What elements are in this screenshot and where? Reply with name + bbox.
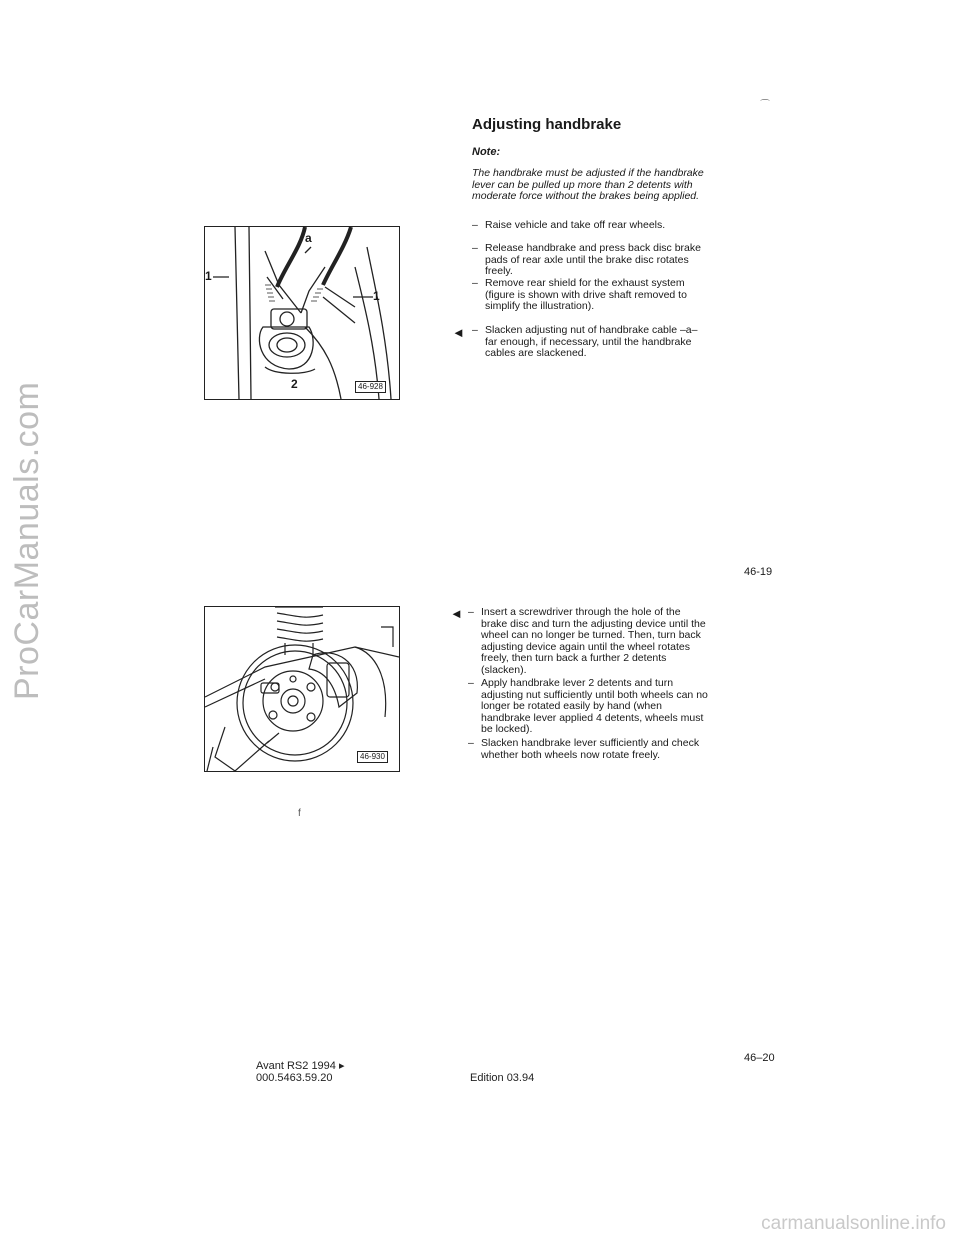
handbrake-cable-illustration <box>205 227 399 399</box>
step-text: Raise vehicle and take off rear wheels. <box>485 219 666 231</box>
page-title: Adjusting handbrake <box>472 116 622 133</box>
side-watermark: ProCarManuals.com <box>8 381 46 700</box>
figure-number-label: 46-930 <box>357 751 388 763</box>
step-release-handbrake <box>472 243 712 278</box>
page-number-upper: 46-19 <box>744 566 773 578</box>
callout-a: a <box>305 231 312 245</box>
bottom-watermark: carmanualsonline.info <box>761 1213 946 1234</box>
callout-1-left: 1 <box>205 269 212 283</box>
step-remove-shield <box>472 278 712 313</box>
page-number-lower: 46–20 <box>744 1052 775 1064</box>
stray-mark: f <box>298 808 301 819</box>
bullet-dash: – <box>468 606 474 618</box>
arrow-pointer-icon: ◄ <box>450 606 463 621</box>
bullet-dash: – <box>472 242 478 254</box>
footer-code: 000.5463.59.20 <box>256 1072 333 1084</box>
step-text: Slacken adjusting nut of handbrake cable –a– far enough, if necessary, until the handbrake cables are slackened. <box>485 324 698 359</box>
footer-model: Avant RS2 1994 ▸ <box>256 1060 345 1072</box>
bullet-dash: – <box>472 219 478 231</box>
step-text: Insert a screwdriver through the hole of the brake disc and turn the adjusting device until the wheel can no longer be turned. Then, turn back adjusting device again until the wheel rotates freely, then turn back a further 2 detents (slacken). <box>481 606 706 676</box>
bullet-dash: – <box>472 324 478 336</box>
callout-2: 2 <box>291 377 298 391</box>
step-raise-vehicle <box>472 220 712 232</box>
footer-edition: Edition 03.94 <box>470 1072 535 1084</box>
step-text: Release handbrake and press back disc brake pads of rear axle until the brake disc rotates freely. <box>485 242 701 277</box>
step-slacken-nut <box>472 325 712 360</box>
step-text: Apply handbrake lever 2 detents and turn adjusting nut sufficiently until both wheels can no longer be rotated easily by hand (when handbrake lever applied 4 detents, wheels must be locked). <box>481 677 708 735</box>
note-label: Note: <box>472 146 501 158</box>
step-text: Slacken handbrake lever sufficiently and check whether both wheels now rotate freely. <box>481 737 700 761</box>
note-text: The handbrake must be adjusted if the handbrake lever can be pulled up more than 2 detents with moderate force without the brakes being applied. <box>472 167 704 202</box>
step-text: Remove rear shield for the exhaust system (figure is shown with drive shaft removed to simplify the illustration). <box>485 277 687 312</box>
figure-brake-disc <box>204 606 400 772</box>
callout-1-right: 1 <box>373 289 380 303</box>
brake-disc-illustration <box>205 607 399 771</box>
bullet-dash: – <box>468 737 474 749</box>
step-apply-handbrake <box>468 678 708 736</box>
figure-handbrake-cable <box>204 226 400 400</box>
bullet-dash: – <box>472 277 478 289</box>
bullet-dash: – <box>468 677 474 689</box>
step-insert-screwdriver <box>468 607 708 676</box>
arrow-pointer-icon: ◄ <box>452 325 465 340</box>
step-check-wheels <box>468 738 708 761</box>
corner-mark: ⌒ <box>760 100 770 111</box>
figure-number-label: 46-928 <box>355 381 386 393</box>
